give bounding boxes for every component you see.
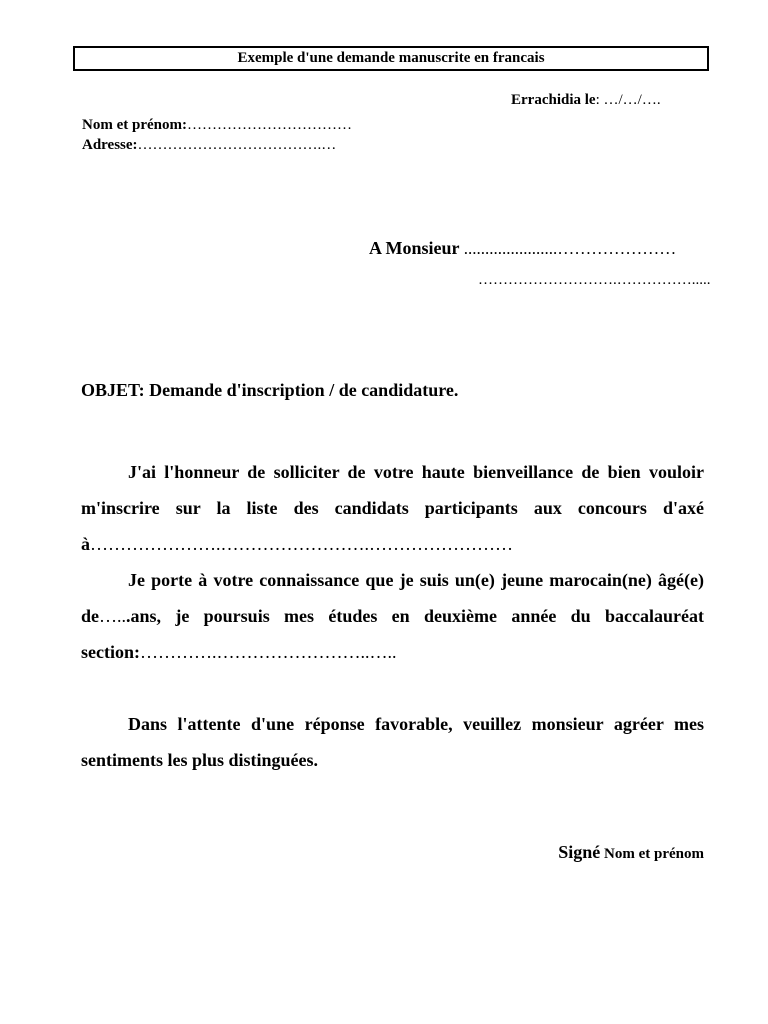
- sender-address-label: Adresse:: [82, 137, 138, 153]
- body-paragraph-3: Dans l'attente d'une réponse favorable, veuillez monsieur agréer mes sentiments les plus distinguées.: [81, 714, 704, 770]
- date-value: : …/…/….: [595, 92, 661, 108]
- body-paragraph-2-dots-a: …..: [99, 606, 126, 626]
- signature-label: Signé: [558, 842, 601, 862]
- sender-name-label: Nom et prénom:: [82, 117, 187, 133]
- body-paragraph-2: [81, 562, 704, 670]
- recipient-line: [369, 238, 676, 259]
- body-paragraph-1-dots: ………………….…………………….……………………: [90, 534, 513, 554]
- body-paragraph-2-dots-b: ………….……………………..…..: [139, 642, 397, 662]
- body-paragraph-2-text-b: .ans, je poursuis mes études en deuxième année du baccalauréat section:: [81, 606, 704, 662]
- sender-address-value: ……………………………….…: [137, 137, 337, 153]
- signature-name: Nom et prénom: [600, 846, 704, 862]
- signature-line: [558, 842, 704, 863]
- subject-line: OBJET: Demande d'inscription / de candidature.: [81, 380, 459, 400]
- date-line: [511, 92, 661, 109]
- recipient-line-continuation: ……………………….…………….....: [478, 272, 711, 288]
- sender-name-value: ……………………………: [186, 117, 352, 133]
- body-paragraph-1: [81, 454, 704, 562]
- body-paragraph-2-text-a: Je porte à votre connaissance que je suis un(e) jeune marocain(ne) âgé(e) de: [81, 570, 704, 626]
- date-label: Errachidia le: [511, 92, 596, 108]
- sender-name-line: [82, 115, 352, 135]
- sender-block: [82, 115, 352, 155]
- recipient-dots: ......................…………………: [459, 239, 677, 258]
- document-title: Exemple d'une demande manuscrite en francais: [73, 46, 709, 71]
- sender-address-line: [82, 135, 352, 155]
- body-paragraph-1-text: J'ai l'honneur de solliciter de votre haute bienveillance de bien vouloir m'inscrire sur la liste des candidats participants aux concours d'axé à: [81, 462, 704, 554]
- recipient-label: A Monsieur: [369, 238, 460, 258]
